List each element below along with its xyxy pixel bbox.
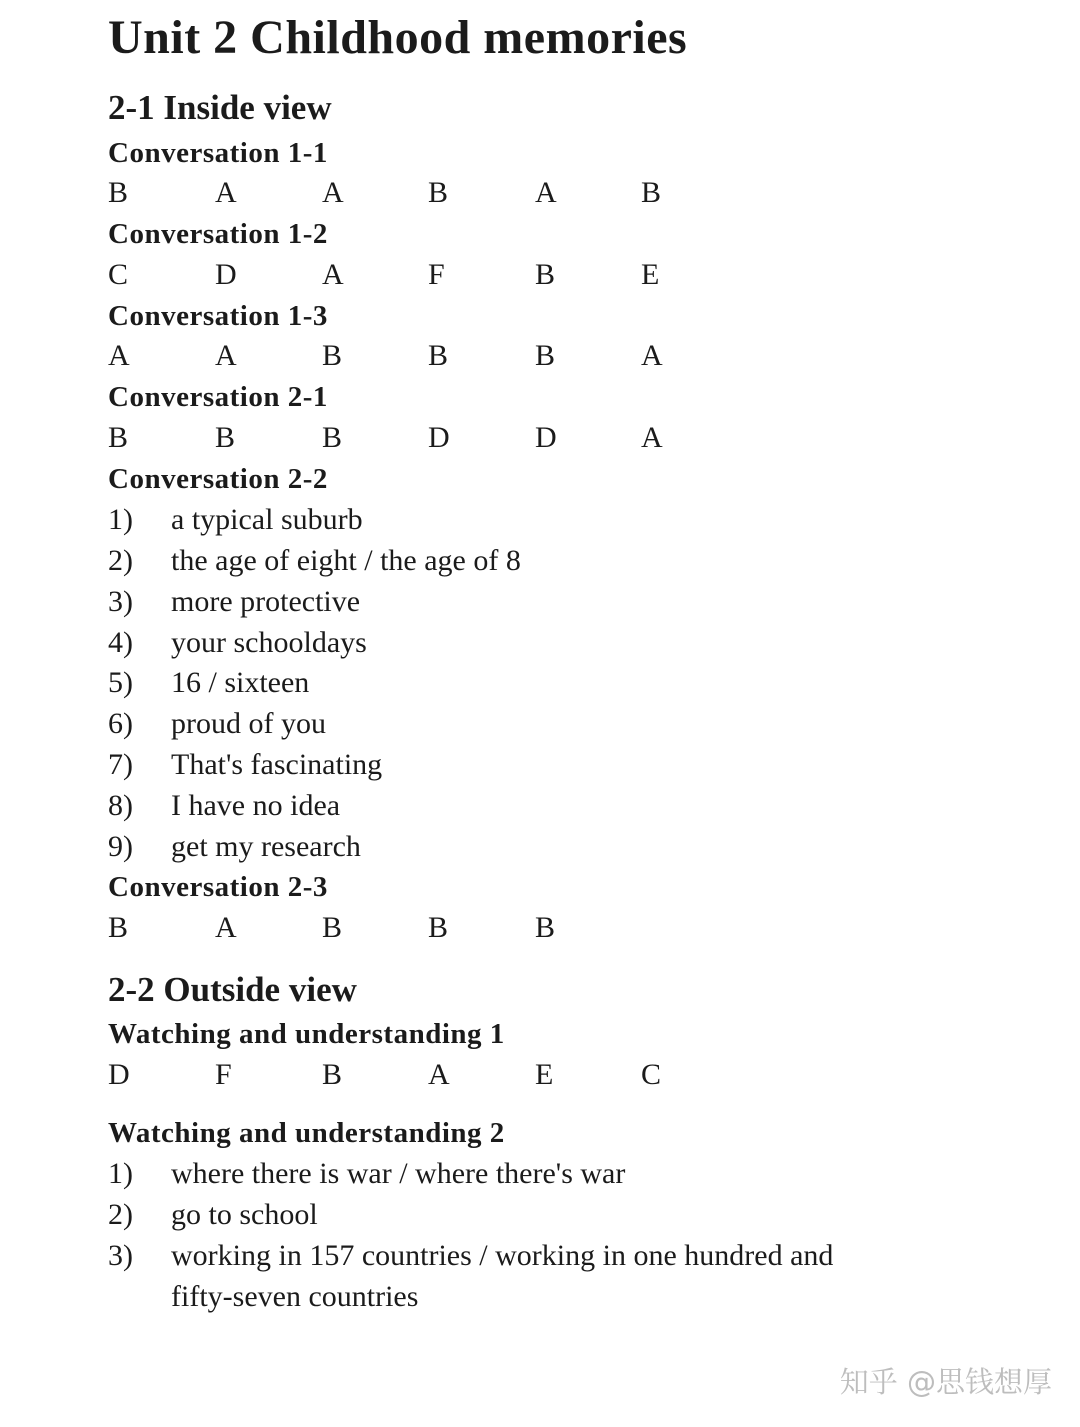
answer: D [535, 421, 557, 454]
item-text: the age of eight / the age of 8 [171, 544, 521, 577]
answer: E [641, 258, 660, 291]
item-text: go to school [171, 1198, 318, 1231]
answer: B [322, 339, 343, 372]
item-number: 2) [108, 544, 133, 577]
conversation-1-3-heading: Conversation 1-3 [108, 300, 328, 332]
item-text: a typical suburb [171, 503, 363, 536]
answer: A [322, 176, 344, 209]
answer: B [428, 911, 449, 944]
answer: B [108, 911, 129, 944]
conversation-2-1-heading: Conversation 2-1 [108, 381, 328, 413]
answer: F [428, 258, 445, 291]
answer: A [108, 339, 130, 372]
answer: B [322, 911, 343, 944]
item-text: working in 157 countries / working in one hundred and [171, 1239, 834, 1272]
item-text: fifty-seven countries [171, 1280, 419, 1313]
conversation-2-3-heading: Conversation 2-3 [108, 871, 328, 903]
item-text: That's fascinating [171, 748, 383, 781]
item-number: 4) [108, 626, 133, 659]
watermark: 知乎 @思钱想厚 [839, 1365, 1052, 1399]
answer: B [215, 421, 236, 454]
answer: A [215, 176, 237, 209]
answer: B [108, 421, 129, 454]
answer: E [535, 1058, 554, 1091]
answer: D [108, 1058, 130, 1091]
item-number: 6) [108, 707, 133, 740]
answer: B [322, 421, 343, 454]
item-number: 2) [108, 1198, 133, 1231]
section-heading-outside-view: 2-2 Outside view [108, 970, 357, 1009]
item-number: 3) [108, 585, 133, 618]
answer: C [641, 1058, 662, 1091]
page-title: Unit 2 Childhood memories [108, 11, 688, 64]
answer: B [322, 1058, 343, 1091]
watching-understanding-2-heading: Watching and understanding 2 [108, 1117, 505, 1149]
item-number: 1) [108, 503, 133, 536]
item-text: 16 / sixteen [171, 666, 310, 699]
item-number: 8) [108, 789, 133, 822]
answer: B [108, 176, 129, 209]
answer: A [322, 258, 344, 291]
item-text: more protective [171, 585, 361, 618]
item-text: I have no idea [171, 789, 341, 822]
item-text: get my research [171, 830, 361, 863]
item-number: 3) [108, 1239, 133, 1272]
answer: B [535, 339, 556, 372]
answer: F [215, 1058, 232, 1091]
watching-understanding-1-heading: Watching and understanding 1 [108, 1018, 505, 1050]
item-number: 9) [108, 830, 133, 863]
answer: D [215, 258, 237, 291]
answer: C [108, 258, 129, 291]
answer: B [428, 176, 449, 209]
conversation-2-2-heading: Conversation 2-2 [108, 463, 328, 495]
answer: B [535, 258, 556, 291]
answer: B [641, 176, 662, 209]
answer: A [641, 339, 663, 372]
item-text: where there is war / where there's war [171, 1157, 626, 1190]
section-heading-inside-view: 2-1 Inside view [108, 88, 332, 127]
item-number: 1) [108, 1157, 133, 1190]
answer: A [215, 911, 237, 944]
answer: A [641, 421, 663, 454]
answer: A [428, 1058, 450, 1091]
answer: A [535, 176, 557, 209]
answer: D [428, 421, 450, 454]
conversation-1-2-heading: Conversation 1-2 [108, 218, 328, 250]
conversation-1-1-heading: Conversation 1-1 [108, 137, 328, 169]
item-text: your schooldays [171, 626, 367, 659]
answer: B [428, 339, 449, 372]
answer: B [535, 911, 556, 944]
item-number: 5) [108, 666, 133, 699]
answer: A [215, 339, 237, 372]
item-number: 7) [108, 748, 133, 781]
item-text: proud of you [171, 707, 326, 740]
